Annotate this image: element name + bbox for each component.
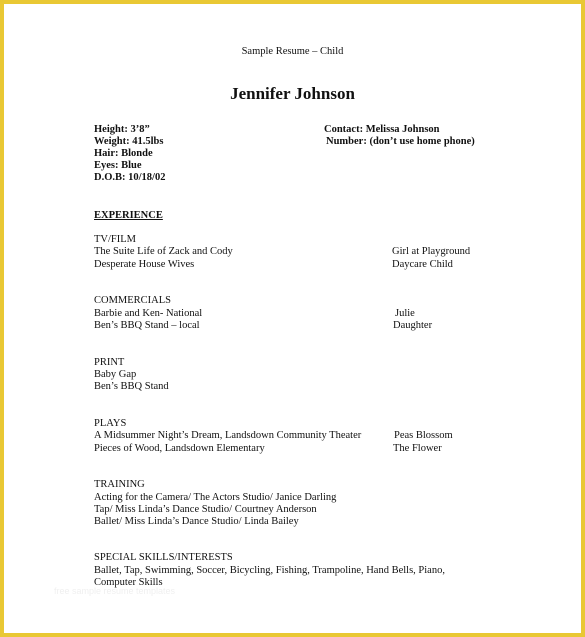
credit-title: Ben’s BBQ Stand xyxy=(94,381,169,392)
experience-heading: EXPERIENCE xyxy=(94,210,163,221)
watermark-text: free sample resume templates xyxy=(54,586,176,596)
credit-role: Peas Blossom xyxy=(394,430,453,441)
skills-line: Computer Skills xyxy=(94,577,163,588)
credit-role: Daughter xyxy=(393,320,433,331)
training-item: Ballet/ Miss Linda’s Dance Studio/ Linda Bailey xyxy=(94,516,299,527)
credit-role: Girl at Playground xyxy=(392,246,471,257)
credit-role: Daycare Child xyxy=(392,259,453,270)
section-heading-training: TRAINING xyxy=(94,479,145,490)
section-heading-commercials: COMMERCIALS xyxy=(94,295,172,306)
credit-title: Desperate House Wives xyxy=(94,259,195,270)
contact-name: Contact: Melissa Johnson xyxy=(324,124,440,135)
stat-weight: Weight: 41.5lbs xyxy=(94,136,164,147)
training-item: Tap/ Miss Linda’s Dance Studio/ Courtney Anderson xyxy=(94,504,317,515)
credit-title: Barbie and Ken- National xyxy=(94,308,203,319)
stat-hair: Hair: Blonde xyxy=(94,148,153,159)
resume-page xyxy=(4,4,581,633)
section-heading-plays: PLAYS xyxy=(94,418,127,429)
section-heading-print: PRINT xyxy=(94,357,125,368)
credit-role: The Flower xyxy=(393,443,442,454)
credit-title: A Midsummer Night’s Dream, Landsdown Community Theater xyxy=(94,430,362,441)
credit-title: Baby Gap xyxy=(94,369,137,380)
section-heading-skills: SPECIAL SKILLS/INTERESTS xyxy=(94,552,233,563)
credit-title: Ben’s BBQ Stand – local xyxy=(94,320,200,331)
contact-number: Number: (don’t use home phone) xyxy=(326,136,475,147)
stat-dob: D.O.B: 10/18/02 xyxy=(94,172,166,183)
section-heading-tvfilm: TV/FILM xyxy=(94,234,136,245)
stat-eyes: Eyes: Blue xyxy=(94,160,142,171)
credit-title: The Suite Life of Zack and Cody xyxy=(94,246,233,257)
credit-title: Pieces of Wood, Landsdown Elementary xyxy=(94,443,265,454)
credit-role: Julie xyxy=(395,308,415,319)
skills-line: Ballet, Tap, Swimming, Soccer, Bicycling, Fishing, Trampoline, Hand Bells, Piano, xyxy=(94,565,445,576)
training-item: Acting for the Camera/ The Actors Studio/ Janice Darling xyxy=(94,492,337,503)
stat-height: Height: 3’8” xyxy=(94,124,150,135)
document-header-title: Sample Resume – Child xyxy=(241,46,344,57)
candidate-name: Jennifer Johnson xyxy=(230,84,355,103)
